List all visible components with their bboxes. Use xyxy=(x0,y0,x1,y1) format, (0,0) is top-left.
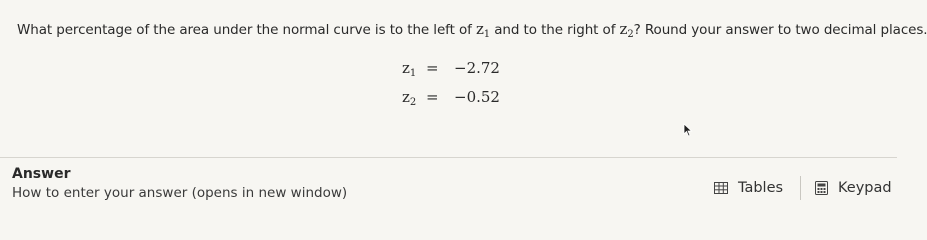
z2-inline: $z_2$ xyxy=(619,20,634,40)
equation-z1-sub: 1 xyxy=(409,68,417,79)
equation-z1-equals: = xyxy=(426,59,439,77)
question-text xyxy=(17,20,927,40)
mouse-pointer-icon xyxy=(683,122,693,141)
answer-title: Answer xyxy=(12,166,71,182)
equation-z1-value: −2.72 xyxy=(454,59,500,77)
equation-z2-var: z xyxy=(402,88,410,106)
tables-label: Tables xyxy=(738,180,784,196)
keypad-label: Keypad xyxy=(838,180,892,196)
section-divider xyxy=(0,157,897,158)
z1-inline: $z_1$ xyxy=(475,20,491,40)
keypad-button[interactable] xyxy=(815,176,892,200)
table-grid-icon xyxy=(714,182,728,194)
equation-z2 xyxy=(402,88,500,108)
question-part2: and to the right of xyxy=(490,22,620,38)
equation-z2-equals: = xyxy=(426,88,439,106)
equation-z2-sub: 2 xyxy=(409,97,417,108)
equation-z2-value: −0.52 xyxy=(454,88,500,106)
equation-z1 xyxy=(402,59,500,79)
question-part1: What percentage of the area under the normal curve is to the left of xyxy=(17,22,476,38)
equation-z1-var: z xyxy=(402,59,410,77)
toolbar-divider xyxy=(800,176,801,200)
tables-button[interactable] xyxy=(714,176,783,200)
calculator-icon xyxy=(815,181,828,195)
question-part3: ? Round your answer to two decimal places. xyxy=(633,22,927,38)
help-link[interactable]: How to enter your answer (opens in new window) xyxy=(12,185,348,201)
